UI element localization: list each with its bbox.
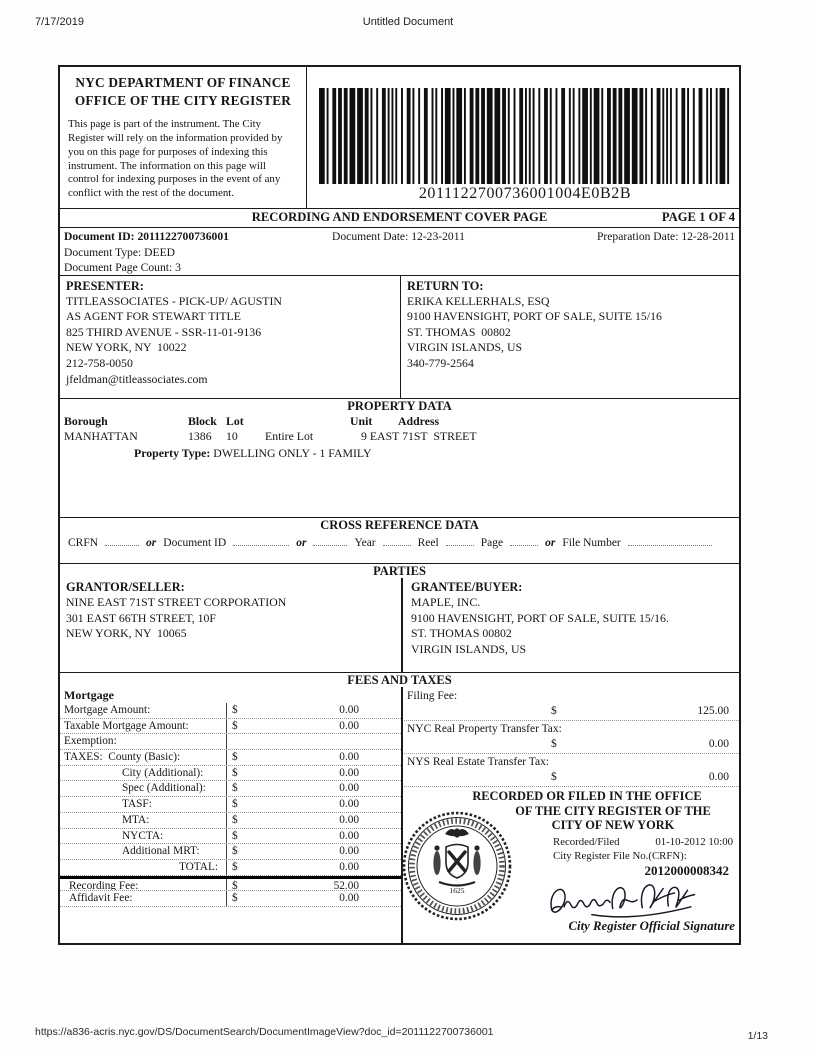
fee-row-county-basic: TAXES: County (Basic): $ 0.00 xyxy=(60,750,401,766)
mortgage-fees-table xyxy=(60,688,401,942)
property-data-section xyxy=(60,399,739,518)
header-section xyxy=(60,67,739,209)
property-table-header xyxy=(60,414,739,429)
presenter-line: 825 THIRD AVENUE - SSR-11-01-9136 xyxy=(66,324,262,339)
file-number-label: File Number xyxy=(562,537,621,550)
or-label: or xyxy=(146,537,157,550)
presenter-return-section xyxy=(60,276,739,400)
presenter-line: TITLEASSOCIATES - PICK-UP/ AGUSTIN xyxy=(66,293,282,308)
recorded-line2: OF THE CITY REGISTER OF THE xyxy=(515,803,711,818)
barcode-image xyxy=(319,88,731,184)
grantor-box xyxy=(60,579,401,657)
property-table-row xyxy=(60,429,739,445)
cross-reference-fields xyxy=(60,533,739,550)
return-to-line: ERIKA KELLERHALS, ESQ xyxy=(407,293,550,308)
print-header-date: 7/17/2019 xyxy=(35,16,84,28)
fee-row-total: TOTAL: $ 0.00 xyxy=(60,860,401,876)
presenter-heading: PRESENTER: xyxy=(66,278,144,293)
fee-row-city-additional: City (Additional): $ 0.00 xyxy=(60,766,401,782)
recorded-line3: CITY OF NEW YORK xyxy=(551,818,675,832)
fee-row-spec-additional: Spec (Additional): $ 0.00 xyxy=(60,781,401,797)
cross-reference-heading: CROSS REFERENCE DATA xyxy=(314,518,485,532)
presenter-line: 212-758-0050 xyxy=(66,355,133,370)
reel-label: Reel xyxy=(417,537,439,550)
fee-row-recording-fee: Recording Fee: $ 52.00 xyxy=(60,876,401,892)
fee-row-additional-mrt: Additional MRT: $ 0.00 xyxy=(60,844,401,860)
crfn-file-no-label: City Register File No.(CRFN): xyxy=(553,849,687,862)
document-info-section xyxy=(60,228,739,276)
property-type-row xyxy=(134,445,739,461)
col-unit: Unit xyxy=(350,414,373,429)
col-block: Block xyxy=(188,414,217,429)
crfn-file-no-value: 2012000008342 xyxy=(644,862,729,878)
col-borough: Borough xyxy=(64,414,108,429)
grantee-heading: GRANTEE/BUYER: xyxy=(411,579,523,594)
cover-page-title: RECORDING AND ENDORSEMENT COVER PAGE xyxy=(251,209,548,224)
document-id-label: Document ID xyxy=(163,537,227,550)
return-to-box xyxy=(401,276,739,399)
property-data-heading: PROPERTY DATA xyxy=(341,399,458,413)
fee-row-taxable-mortgage-amount: Taxable Mortgage Amount: $ 0.00 xyxy=(60,719,401,735)
fees-divider xyxy=(401,673,403,943)
fees-and-taxes-heading: FEES AND TAXES xyxy=(341,673,457,687)
or-label: or xyxy=(296,537,307,550)
grantee-line: 9100 HAVENSIGHT, PORT OF SALE, SUITE 15/16. xyxy=(411,610,669,625)
grantee-line: VIRGIN ISLANDS, US xyxy=(411,641,527,656)
title-bar xyxy=(60,209,739,228)
recorded-filed-row xyxy=(553,835,739,849)
crfn-label: CRFN xyxy=(68,537,99,550)
document-type: Document Type: DEED xyxy=(64,245,176,259)
page-label: Page xyxy=(480,537,504,550)
preparation-date: Preparation Date: 12-28-2011 xyxy=(596,229,735,243)
or-label: or xyxy=(545,537,556,550)
agency-name-line1: NYC DEPARTMENT OF FINANCE xyxy=(75,75,291,90)
seal-year-text: 1625 xyxy=(449,886,465,895)
grantee-box xyxy=(401,579,739,657)
fee-row-mta: MTA: $ 0.00 xyxy=(60,813,401,829)
return-to-line: 340-779-2564 xyxy=(407,355,474,370)
property-address: 9 EAST 71ST STREET xyxy=(361,429,477,444)
fee-row-affidavit-fee: Affidavit Fee: $ 0.00 xyxy=(60,891,401,907)
nyc-rpt-row: $ 0.00 xyxy=(401,737,739,754)
presenter-line: NEW YORK, NY 10022 xyxy=(66,340,187,355)
fee-row-mortgage-amount: Mortgage Amount: $ 0.00 xyxy=(60,703,401,719)
grantee-line: ST. THOMAS 00802 xyxy=(411,626,512,641)
col-lot: Lot xyxy=(226,414,244,429)
city-register-signature xyxy=(535,879,713,919)
page-number-label: PAGE 1 OF 4 xyxy=(661,209,735,224)
col-address: Address xyxy=(398,414,440,429)
grantor-line: NINE EAST 71ST STREET CORPORATION xyxy=(66,594,287,609)
parties-heading: PARTIES xyxy=(367,564,432,578)
recorded-filed-label: Recorded/Filed xyxy=(553,835,620,848)
agency-name-line2: OFFICE OF THE CITY REGISTER xyxy=(74,92,292,108)
presenter-line: AS AGENT FOR STEWART TITLE xyxy=(66,309,241,324)
grantee-line: MAPLE, INC. xyxy=(411,594,481,609)
property-type-value: DWELLING ONLY - 1 FAMILY xyxy=(213,446,372,461)
official-signature-caption: City Register Official Signature xyxy=(568,918,735,933)
transfer-tax-panel xyxy=(401,688,739,942)
mortgage-group-heading: Mortgage xyxy=(64,688,114,702)
document-date: Document Date: 12-23-2011 xyxy=(332,229,465,243)
return-to-heading: RETURN TO: xyxy=(407,278,484,293)
recorded-line1: RECORDED OR FILED IN THE OFFICE xyxy=(472,789,702,803)
presenter-line: jfeldman@titleassociates.com xyxy=(66,371,208,386)
nys-ret-label: NYS Real Estate Transfer Tax: xyxy=(407,756,550,768)
property-type-label: Property Type: xyxy=(134,446,211,461)
fee-row-exemption: Exemption: xyxy=(60,734,401,750)
print-header-title: Untitled Document xyxy=(362,16,454,28)
filing-fee-row: $ 125.00 xyxy=(401,704,739,721)
property-lot-note: Entire Lot xyxy=(265,429,314,444)
return-to-line: 9100 HAVENSIGHT, PORT OF SALE, SUITE 15/16 xyxy=(407,309,662,324)
presenter-box xyxy=(60,276,401,399)
grantor-heading: GRANTOR/SELLER: xyxy=(66,579,185,594)
barcode-cell xyxy=(307,67,739,208)
return-to-line: VIRGIN ISLANDS, US xyxy=(407,340,523,355)
year-label: Year xyxy=(354,537,376,550)
grantor-line: NEW YORK, NY 10065 xyxy=(66,626,187,641)
recorded-or-filed-block xyxy=(401,789,739,943)
return-to-line: ST. THOMAS 00802 xyxy=(407,324,511,339)
agency-box xyxy=(60,67,307,208)
parties-section xyxy=(60,564,739,673)
nyc-rpt-label: NYC Real Property Transfer Tax: xyxy=(407,723,562,735)
property-block: 1386 xyxy=(188,429,212,444)
cover-page-frame xyxy=(58,65,741,945)
fee-row-nycta: NYCTA: $ 0.00 xyxy=(60,829,401,845)
fees-and-taxes-section xyxy=(60,673,739,943)
property-borough: MANHATTAN xyxy=(64,429,138,444)
property-lot: 10 xyxy=(226,429,238,444)
print-footer-page-indicator: 1/13 xyxy=(747,1030,768,1042)
grantor-line: 301 EAST 66TH STREET, 10F xyxy=(66,610,216,625)
document-id: Document ID: 2011122700736001 xyxy=(64,229,229,243)
recorded-filed-value: 01-10-2012 10:00 xyxy=(655,835,733,848)
agency-notice-text: This page is part of the instrument. The City Register will rely on the information provided by you on this page for purposes of indexing this instrument. The information on this page will control for indexing purposes in the event of any conflict with the rest of the document. xyxy=(68,118,283,200)
document-page-count: Document Page Count: 3 xyxy=(64,260,181,274)
cross-reference-section xyxy=(60,518,739,564)
print-footer-url: https://a836-acris.nyc.gov/DS/DocumentSearch/DocumentImageView?doc_id=2011122700736001 xyxy=(35,1026,494,1038)
filing-fee-label: Filing Fee: xyxy=(407,690,458,702)
fee-row-tasf: TASF: $ 0.00 xyxy=(60,797,401,813)
parties-divider xyxy=(401,564,403,672)
nys-ret-row: $ 0.00 xyxy=(401,770,739,787)
nyc-city-seal xyxy=(402,811,512,921)
barcode-number: 2011122700736001004E0B2B xyxy=(418,185,632,202)
